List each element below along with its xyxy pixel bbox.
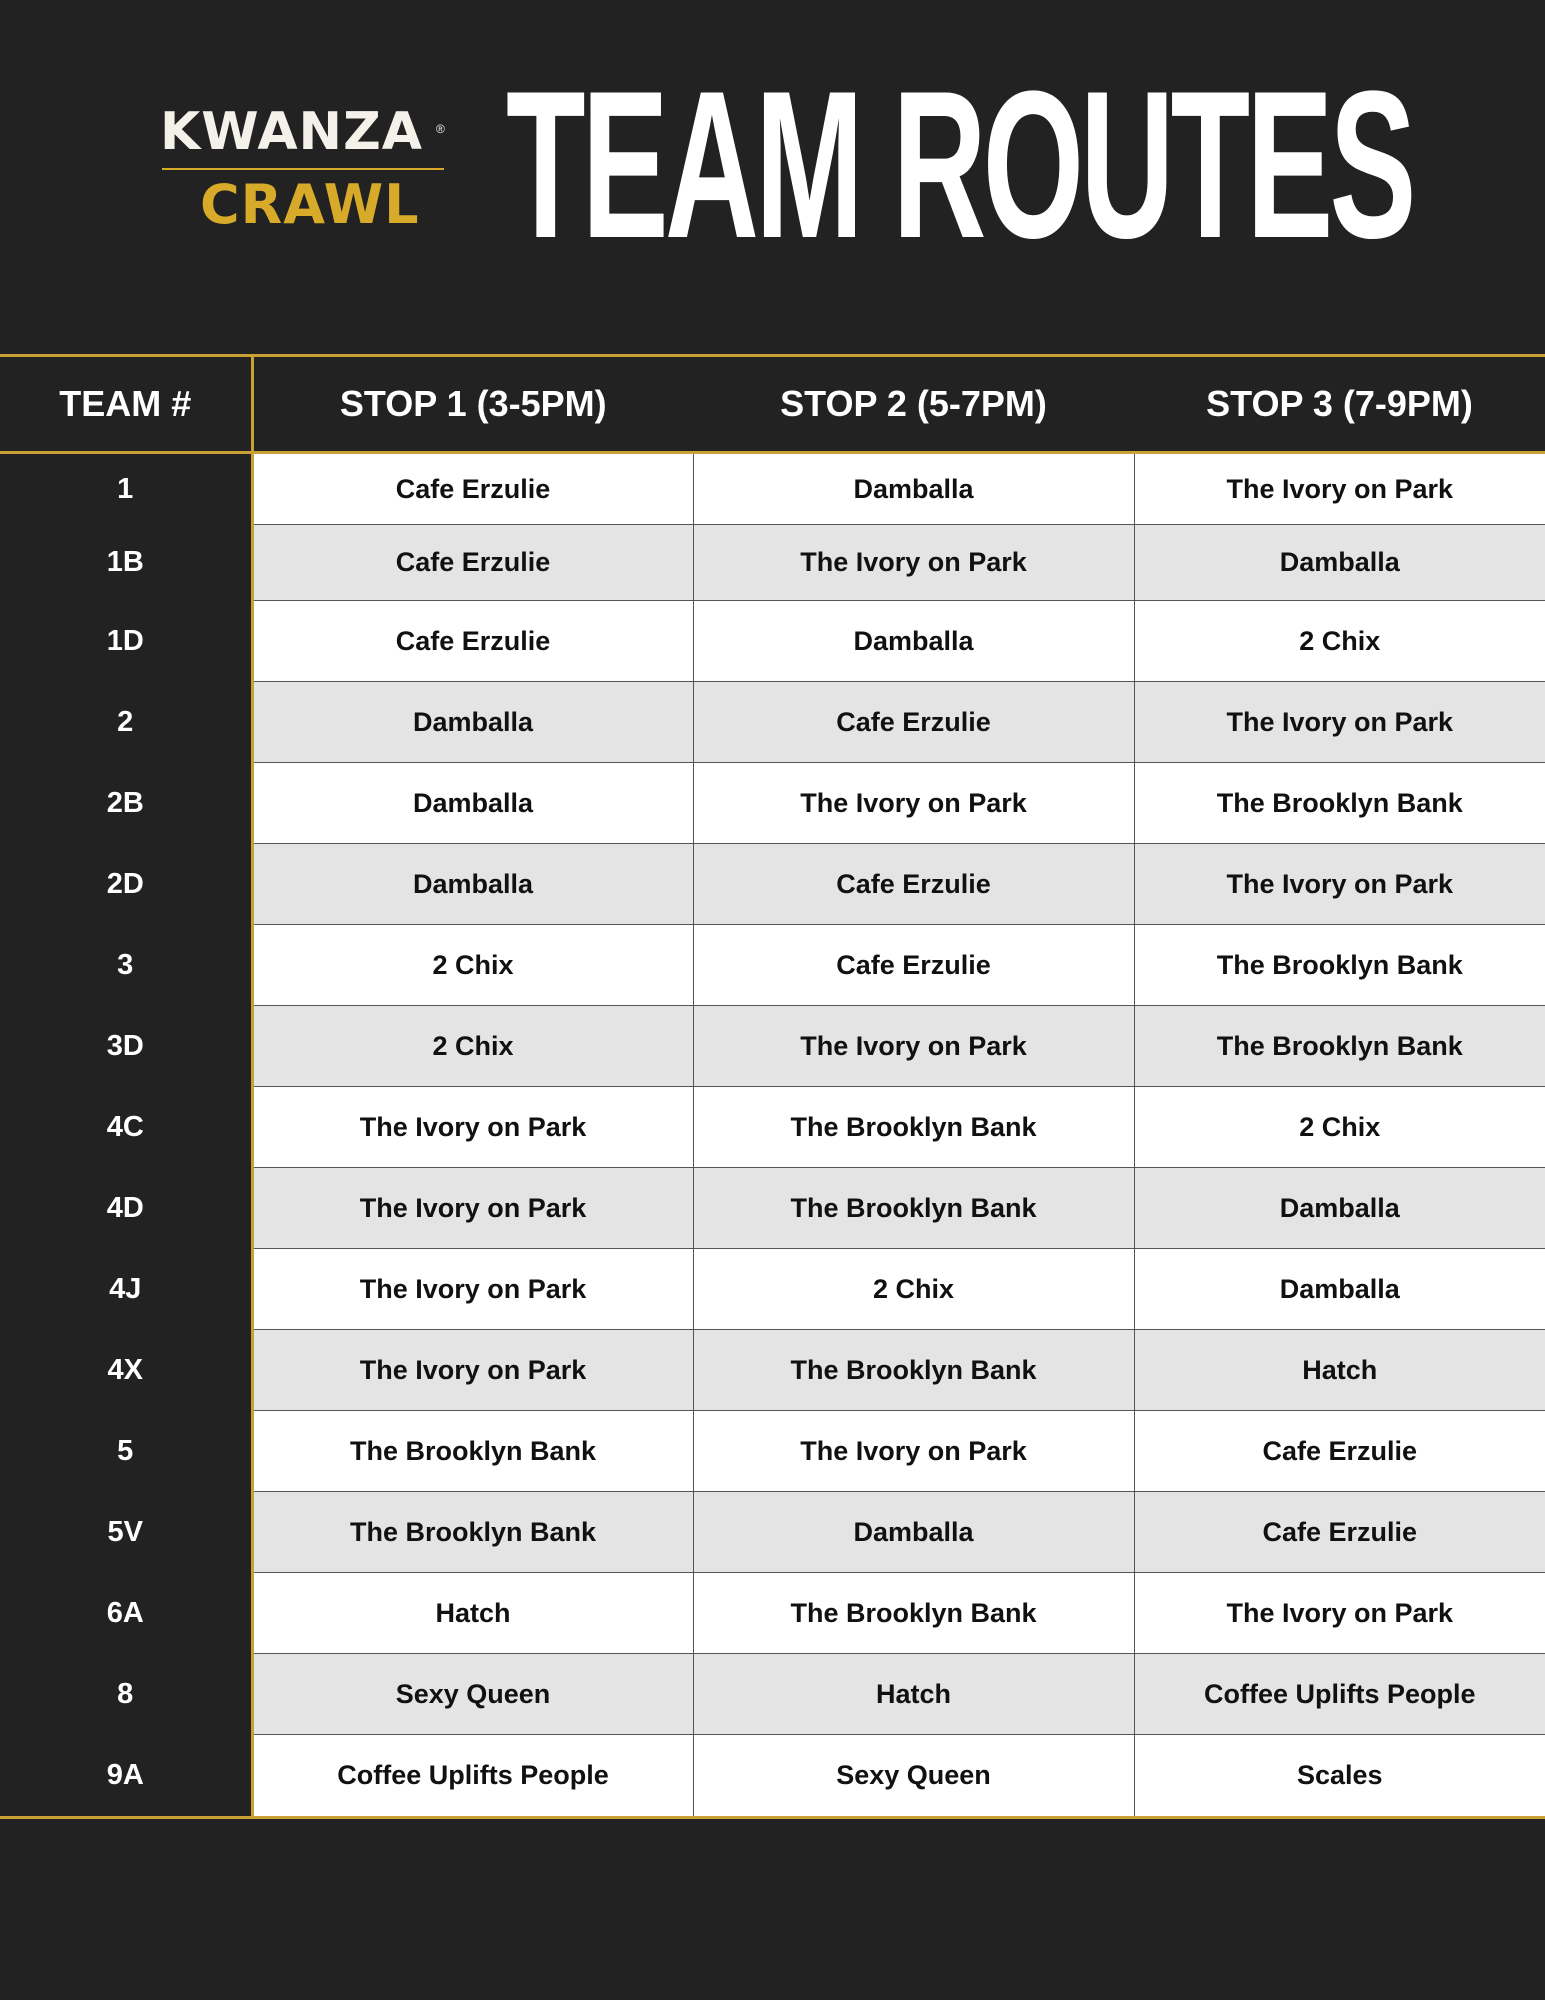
team-number-cell: 4J: [0, 1249, 252, 1330]
stop3-cell: Cafe Erzulie: [1134, 1411, 1545, 1492]
stop2-cell: The Ivory on Park: [693, 763, 1134, 844]
kwanza-crawl-logo: [160, 100, 450, 240]
stop3-cell: Damballa: [1134, 1249, 1545, 1330]
team-number-cell: 3: [0, 925, 252, 1006]
stop1-cell: The Ivory on Park: [252, 1330, 693, 1411]
table-row: [0, 1249, 1545, 1330]
stop2-cell: The Brooklyn Bank: [693, 1087, 1134, 1168]
table-row: [0, 1492, 1545, 1573]
stop1-cell: Damballa: [252, 763, 693, 844]
stop1-cell: Damballa: [252, 844, 693, 925]
team-number-cell: 6A: [0, 1573, 252, 1654]
stop2-cell: Cafe Erzulie: [693, 925, 1134, 1006]
logo-registered-mark: ®: [436, 122, 445, 136]
header-team: TEAM #: [0, 357, 252, 453]
stop3-cell: The Ivory on Park: [1134, 453, 1545, 525]
table-row: [0, 925, 1545, 1006]
routes-table: [0, 357, 1545, 1816]
team-number-cell: 1B: [0, 525, 252, 601]
stop1-cell: Damballa: [252, 682, 693, 763]
stop3-cell: Cafe Erzulie: [1134, 1492, 1545, 1573]
header-stop2: STOP 2 (5-7PM): [693, 357, 1134, 453]
stop2-cell: The Brooklyn Bank: [693, 1168, 1134, 1249]
logo-line1: KWANZA: [160, 102, 424, 162]
logo-divider: [162, 168, 444, 170]
stop1-cell: Sexy Queen: [252, 1654, 693, 1735]
stop3-cell: The Brooklyn Bank: [1134, 1006, 1545, 1087]
stop3-cell: The Ivory on Park: [1134, 844, 1545, 925]
stop3-cell: The Brooklyn Bank: [1134, 925, 1545, 1006]
team-number-cell: 4D: [0, 1168, 252, 1249]
stop1-cell: 2 Chix: [252, 1006, 693, 1087]
team-number-cell: 5V: [0, 1492, 252, 1573]
stop3-cell: Damballa: [1134, 1168, 1545, 1249]
stop3-cell: Hatch: [1134, 1330, 1545, 1411]
table-row: [0, 763, 1545, 844]
header-stop1: STOP 1 (3-5PM): [252, 357, 693, 453]
table-row: [0, 844, 1545, 925]
stop2-cell: Damballa: [693, 601, 1134, 682]
stop1-cell: Hatch: [252, 1573, 693, 1654]
stop2-cell: Hatch: [693, 1654, 1134, 1735]
stop1-cell: The Brooklyn Bank: [252, 1411, 693, 1492]
team-number-cell: 2B: [0, 763, 252, 844]
logo-line2: CRAWL: [200, 173, 420, 236]
table-header-row: [0, 357, 1545, 453]
table-row: [0, 1006, 1545, 1087]
table-row: [0, 453, 1545, 525]
table-row: [0, 1573, 1545, 1654]
stop2-cell: The Brooklyn Bank: [693, 1573, 1134, 1654]
routes-table-container: [0, 354, 1545, 1819]
table-row: [0, 1087, 1545, 1168]
table-row: [0, 525, 1545, 601]
stop1-cell: The Brooklyn Bank: [252, 1492, 693, 1573]
page-header: [0, 0, 1545, 354]
stop1-cell: Coffee Uplifts People: [252, 1735, 693, 1816]
stop3-cell: The Brooklyn Bank: [1134, 763, 1545, 844]
table-row: [0, 682, 1545, 763]
stop2-cell: Cafe Erzulie: [693, 844, 1134, 925]
team-number-cell: 2D: [0, 844, 252, 925]
stop3-cell: The Ivory on Park: [1134, 682, 1545, 763]
team-number-cell: 2: [0, 682, 252, 763]
stop2-cell: Damballa: [693, 1492, 1134, 1573]
table-row: [0, 1330, 1545, 1411]
team-number-cell: 1: [0, 453, 252, 525]
stop1-cell: Cafe Erzulie: [252, 601, 693, 682]
routes-table-body: [0, 453, 1545, 1816]
stop1-cell: 2 Chix: [252, 925, 693, 1006]
stop2-cell: Sexy Queen: [693, 1735, 1134, 1816]
stop2-cell: The Ivory on Park: [693, 1411, 1134, 1492]
table-row: [0, 1411, 1545, 1492]
stop2-cell: The Ivory on Park: [693, 525, 1134, 601]
team-number-cell: 4X: [0, 1330, 252, 1411]
stop1-cell: Cafe Erzulie: [252, 453, 693, 525]
team-number-cell: 1D: [0, 601, 252, 682]
stop1-cell: Cafe Erzulie: [252, 525, 693, 601]
team-number-cell: 4C: [0, 1087, 252, 1168]
stop2-cell: The Ivory on Park: [693, 1006, 1134, 1087]
stop2-cell: The Brooklyn Bank: [693, 1330, 1134, 1411]
table-row: [0, 1168, 1545, 1249]
stop1-cell: The Ivory on Park: [252, 1249, 693, 1330]
table-row: [0, 1654, 1545, 1735]
page-title: TEAM ROUTES: [506, 47, 1413, 282]
team-number-cell: 3D: [0, 1006, 252, 1087]
stop3-cell: Coffee Uplifts People: [1134, 1654, 1545, 1735]
stop1-cell: The Ivory on Park: [252, 1168, 693, 1249]
stop3-cell: Scales: [1134, 1735, 1545, 1816]
stop2-cell: 2 Chix: [693, 1249, 1134, 1330]
table-row: [0, 601, 1545, 682]
stop3-cell: 2 Chix: [1134, 1087, 1545, 1168]
stop3-cell: The Ivory on Park: [1134, 1573, 1545, 1654]
team-number-cell: 9A: [0, 1735, 252, 1816]
header-stop3: STOP 3 (7-9PM): [1134, 357, 1545, 453]
team-number-cell: 8: [0, 1654, 252, 1735]
team-number-cell: 5: [0, 1411, 252, 1492]
stop2-cell: Damballa: [693, 453, 1134, 525]
stop3-cell: 2 Chix: [1134, 601, 1545, 682]
stop2-cell: Cafe Erzulie: [693, 682, 1134, 763]
stop1-cell: The Ivory on Park: [252, 1087, 693, 1168]
stop3-cell: Damballa: [1134, 525, 1545, 601]
table-row: [0, 1735, 1545, 1816]
